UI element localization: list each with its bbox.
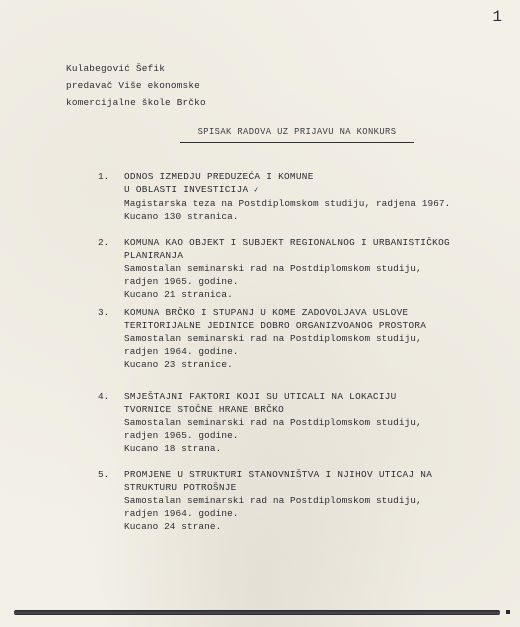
author-institution: komercijalne škole Brčko bbox=[66, 97, 206, 108]
item-detail: Kucano 18 strana. bbox=[124, 443, 222, 454]
item-heading: PROMJENE U STRUKTURI STANOVNIŠTVA I NJIHOV UTICAJ NA bbox=[124, 469, 433, 480]
item-heading: ODNOS IZMEDJU PREDUZEĆA I KOMUNE bbox=[124, 171, 314, 182]
item-heading: PLANIRANJA bbox=[124, 250, 184, 261]
list-item bbox=[98, 306, 498, 371]
item-heading: KOMUNA BRČKO I STUPANJ U KOME ZADOVOLJAVA USLOVE bbox=[124, 307, 409, 318]
author-header bbox=[66, 60, 206, 111]
item-detail: Kucano 23 stranice. bbox=[124, 359, 233, 370]
page-bottom-edge bbox=[14, 610, 500, 615]
item-detail: radjen 1965. godine. bbox=[124, 430, 239, 441]
list-item bbox=[98, 170, 498, 223]
item-detail: Samostalan seminarski rad na Postdiplomskom studiju, bbox=[124, 417, 422, 428]
item-number: 2. bbox=[98, 237, 110, 248]
list-item bbox=[98, 236, 498, 301]
author-name: Kulabegović Šefik bbox=[66, 63, 166, 74]
item-number: 4. bbox=[98, 391, 110, 402]
item-heading: STRUKTURU POTROŠNJE bbox=[124, 482, 237, 493]
item-detail: Kucano 21 stranica. bbox=[124, 289, 233, 300]
item-heading: SMJEŠTAJNI FAKTORI KOJI SU UTICALI NA LOKACIJU bbox=[124, 391, 397, 402]
author-position: predavač Više ekonomske bbox=[66, 80, 200, 91]
page-corner-mark: 1 bbox=[492, 8, 502, 26]
item-detail: radjen 1964. godine. bbox=[124, 508, 239, 519]
item-detail: radjen 1965. godine. bbox=[124, 276, 239, 287]
item-heading: U OBLASTI INVESTICIJA ✓ bbox=[124, 184, 261, 196]
item-heading: TERITORIJALNE JEDINICE DOBRO ORGANIZVOANOG PROSTORA bbox=[124, 320, 427, 331]
item-heading: TVORNICE STOČNE HRANE BRČKO bbox=[124, 404, 284, 415]
item-number: 3. bbox=[98, 307, 110, 318]
item-detail: Samostalan seminarski rad na Postdiplomskom studiju, bbox=[124, 263, 422, 274]
item-number: 1. bbox=[98, 171, 110, 182]
item-detail: Samostalan seminarski rad na Postdiplomskom studiju, bbox=[124, 333, 422, 344]
list-item bbox=[98, 390, 498, 455]
page-corner-dot bbox=[506, 610, 510, 614]
item-number: 5. bbox=[98, 469, 110, 480]
item-heading: KOMUNA KAO OBJEKT I SUBJEKT REGIONALNOG I URBANISTIČKOG bbox=[124, 237, 450, 248]
item-detail: Kucano 24 strane. bbox=[124, 521, 222, 532]
item-detail: radjen 1964. godine. bbox=[124, 346, 239, 357]
document-title-block bbox=[180, 127, 414, 143]
check-mark-icon: ✓ bbox=[253, 185, 261, 196]
item-detail: Kucano 130 stranica. bbox=[124, 211, 239, 222]
item-detail: Magistarska teza na Postdiplomskom studiju, radjena 1967. bbox=[124, 198, 451, 209]
title-underline bbox=[180, 142, 414, 143]
list-item bbox=[98, 468, 498, 533]
item-detail: Samostalan seminarski rad na Postdiplomskom studiju, bbox=[124, 495, 422, 506]
document-title: SPISAK RADOVA UZ PRIJAVU NA KONKURS bbox=[197, 127, 397, 137]
